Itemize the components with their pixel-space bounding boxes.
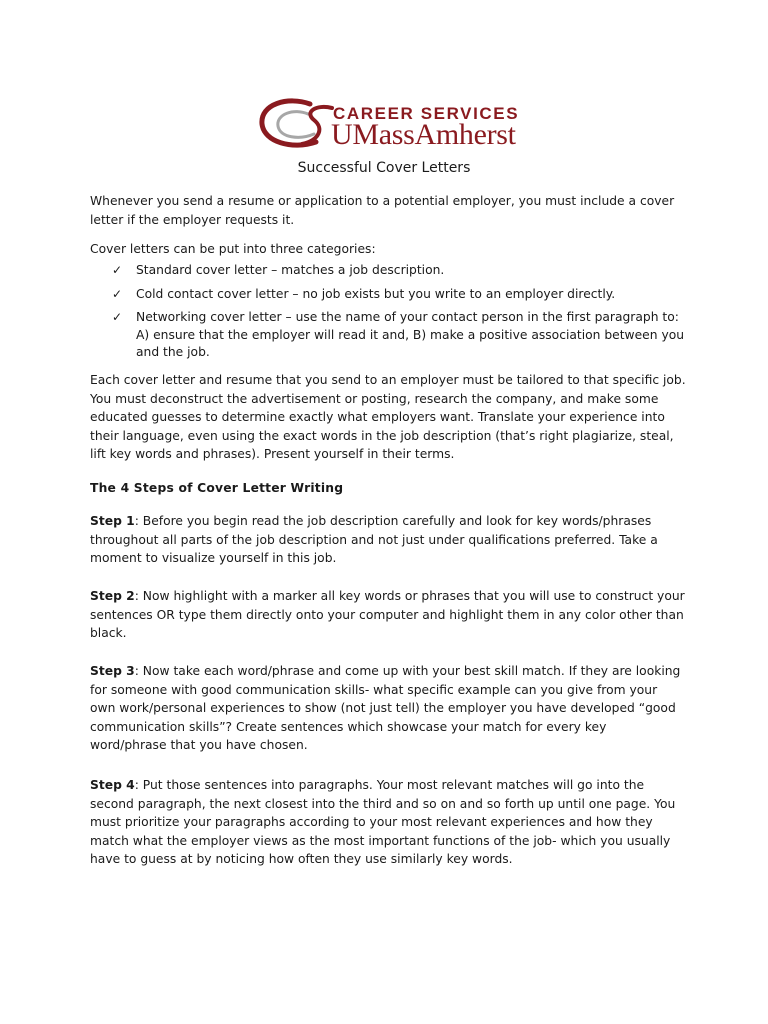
list-item <box>112 286 687 304</box>
categories-list <box>112 262 687 368</box>
list-item <box>112 262 687 280</box>
step-label: Step 2 <box>90 589 135 603</box>
logo-career-services-text: CAREER SERVICES <box>333 104 520 123</box>
step-4-paragraph <box>90 776 686 869</box>
step-2-paragraph <box>90 587 686 643</box>
steps-heading: The 4 Steps of Cover Letter Writing <box>90 481 344 495</box>
step-text: Before you begin read the job description carefully and look for key words/phrases throughout all parts of the job description and not just under qualifications preferred. Take a moment to visualize yourself in this job. <box>90 514 658 565</box>
checkmark-icon: ✓ <box>112 286 123 301</box>
step-label: Step 3 <box>90 664 135 678</box>
checkmark-icon: ✓ <box>112 263 123 277</box>
step-text: Put those sentences into paragraphs. Your most relevant matches will go into the second paragraph, the next closest into the third and so on and so forth up until one page. You must prioritize your paragraphs according to your most relevant experiences and how they match what the employer views as the most important functions of the job- which you usually have to guess at by noticing how often they use similarly key words. <box>90 778 676 866</box>
category-text: Standard cover letter – matches a job description. <box>136 263 445 277</box>
categories-intro: Cover letters can be put into three categories: <box>90 242 376 256</box>
intro-paragraph: Whenever you send a resume or application to a potential employer, you must include a cover letter if the employer requests it. <box>90 194 675 227</box>
list-item <box>112 309 687 362</box>
document-title: Successful Cover Letters <box>297 160 471 176</box>
step-text: Now take each word/phrase and come up with your best skill match. If they are looking for someone with good communication skills- what specific example can you give from your own work/personal experiences to show (not just tell) the employer you have developed “good communication skills”? Create sentences which showcase your match for every key word/phrase that you have chosen. <box>90 664 681 752</box>
category-text: Networking cover letter – use the name of your contact person in the first paragraph to: A) ensure that the employer will read it and, B) make a positive association between you and the job. <box>136 310 685 359</box>
step-separator: : <box>134 664 143 678</box>
step-text: Now highlight with a marker all key words or phrases that you will use to construct your sentences OR type them directly onto your computer and highlight them in any color other than black. <box>90 589 685 640</box>
step-separator: : <box>134 514 143 528</box>
tailor-paragraph: Each cover letter and resume that you send to an employer must be tailored to that specific job. You must deconstruct the advertisement or posting, research the company, and make some educated guesses to determine exactly what employers want. Translate your experience into their language, even using the exact words in the job description (that’s right plagiarize, steal, lift key words and phrases). Present yourself in their terms. <box>90 373 686 461</box>
step-label: Step 1 <box>90 514 135 528</box>
step-3-paragraph <box>90 662 686 755</box>
career-services-logo <box>258 96 518 154</box>
category-text: Cold contact cover letter – no job exists but you write to an employer directly. <box>136 286 616 301</box>
cs-swoosh-icon <box>258 96 338 154</box>
step-1-paragraph <box>90 512 686 568</box>
checkmark-icon: ✓ <box>112 310 123 324</box>
step-separator: : <box>134 589 143 603</box>
step-label: Step 4 <box>90 778 135 792</box>
step-separator: : <box>134 778 143 792</box>
logo-umass-amherst-text: UMassAmherst <box>331 118 516 151</box>
